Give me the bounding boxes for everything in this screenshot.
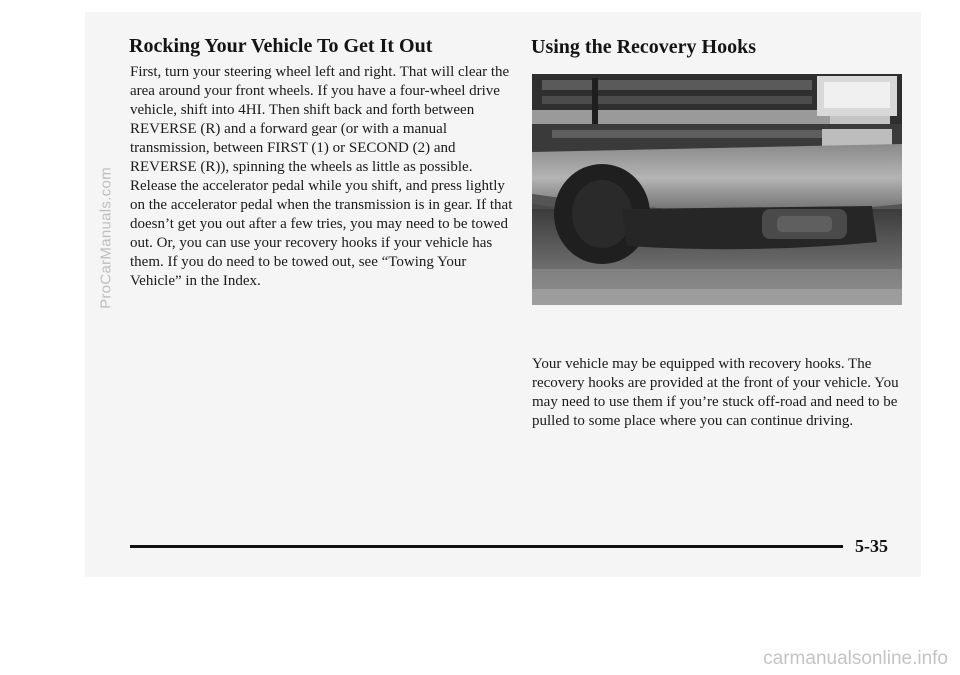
rocking-vehicle-paragraph: First, turn your steering wheel left and right. That will clear the area around your front wheels. If you have a four-wheel drive vehicle, shift into 4HI. Then shift back and forth between REVERSE (R) and a forward gear (or with a manual transmission, between FIRST (1) or SECOND (2) and REVERSE (R)), spinning the wheels as little as possible. Release the accelerator pedal while you shift, and press lightly on the accelerator pedal when the transmission is in gear. If that doesn’t get you out after a few tries, you may need to be towed out. Or, you can use your recovery hooks if your vehicle has them. If you do need to be towed out, see “Towing Your Vehicle” in the Index. [130,64,513,289]
page-number: 5-35 [855,536,888,556]
recovery-hooks-paragraph: Your vehicle may be equipped with recovery hooks. The recovery hooks are provided at the front of your vehicle. You may need to use them if you’re stuck off-road and need to be pulled to some place where you can continue driving. [532,356,899,429]
side-watermark: ProCarManuals.com [97,167,115,309]
section-heading-recovery-hooks: Using the Recovery Hooks [531,36,756,58]
recovery-hooks-photo [532,74,902,305]
footer-rule [130,545,843,548]
footer-watermark: carmanualsonline.info [763,648,948,669]
section-heading-rocking-vehicle: Rocking Your Vehicle To Get It Out [129,35,433,57]
